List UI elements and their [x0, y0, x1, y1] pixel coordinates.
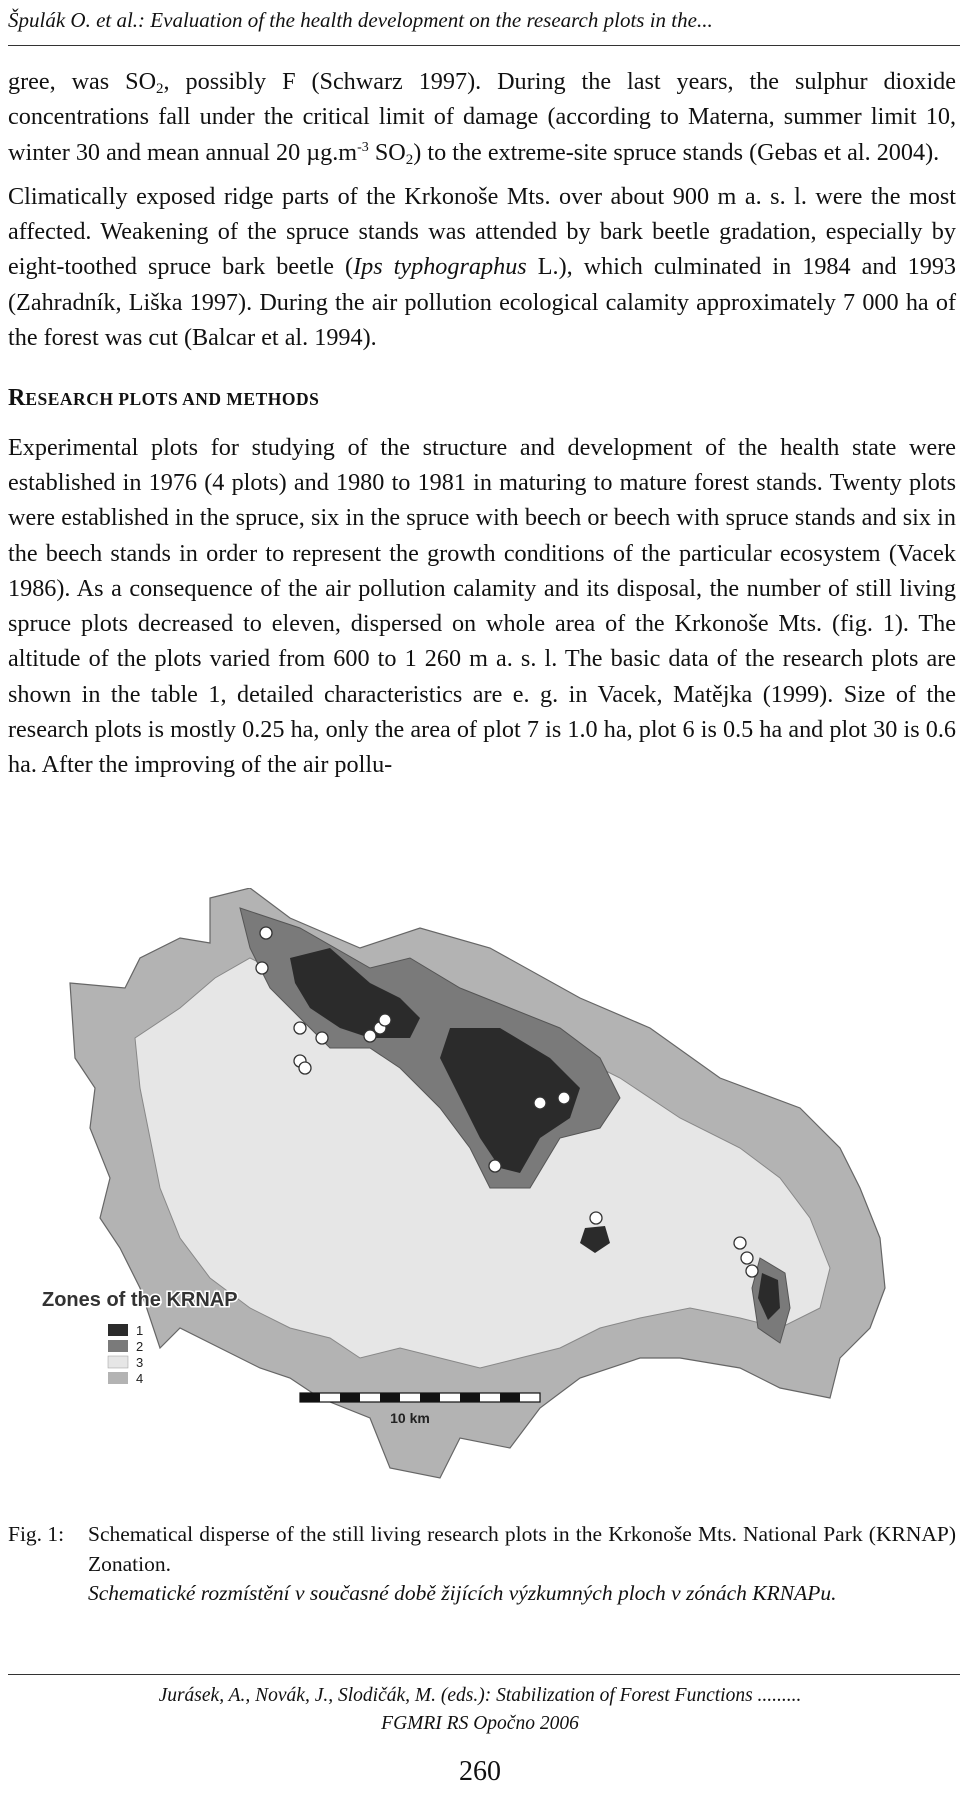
legend-swatch-1 [108, 1324, 128, 1336]
paragraph-2: Climatically exposed ridge parts of the Krkonoše Mts. over about 900 m a. s. l. were the most affected. Weakening of the spruce stands was attended by bark beetle gradation, especially by eight-toothed spruce bark beetle (Ips typhographus L.), which culminated in 1984 and 1993 (Zahradník, Liška 1997). During the air pollution ecological calamity approximately 7 000 ha of the forest was cut (Balcar et al. 1994). [8, 182, 957, 352]
plot-marker [379, 1014, 391, 1026]
plot-marker [364, 1030, 376, 1042]
legend-title: Zones of the KRNAP [42, 1289, 238, 1311]
section-heading: RESEARCH PLOTS AND METHODS [8, 385, 320, 412]
legend-label-1: 1 [136, 1323, 144, 1338]
paragraph-1: gree, was $SO_2$, possibly F (Schwarz 1997). During the last years, the sulphur dioxide concentrations fall under the critical limit of damage (according to Materna, summer limit 10, winter 30 and mean annual 20 $\mu g.m^{-3}$ $SO_2$) to the extreme-site spruce stands (Gebas et al. 2004). [8, 68, 956, 168]
plot-marker [746, 1265, 758, 1277]
figure-caption [8, 1520, 956, 1609]
footer-citation: Jurásek, A., Novák, J., Slodičák, M. (eds.): Stabilization of Forest Functions ......... [158, 1685, 802, 1706]
legend-label-4: 4 [136, 1371, 144, 1386]
running-header: Špulák O. et al.: Evaluation of the health development on the research plots in the... [8, 8, 713, 32]
plot-marker [256, 962, 268, 974]
footer-publisher: FGMRI RS Opočno 2006 [381, 1713, 579, 1734]
legend-swatch-3 [108, 1356, 128, 1368]
plot-marker [741, 1252, 753, 1264]
plot-marker [734, 1237, 746, 1249]
plot-marker [316, 1032, 328, 1044]
plot-marker [294, 1022, 306, 1034]
legend-label-3: 3 [136, 1355, 144, 1370]
legend [108, 1323, 143, 1386]
plot-marker [260, 927, 272, 939]
plot-marker [299, 1062, 311, 1074]
legend-swatch-2 [108, 1340, 128, 1352]
caption-czech: Schematické rozmístění v současné době žijících výzkumných ploch v zónách KRNAPu. [88, 1581, 837, 1605]
caption-english: Schematical disperse of the still living research plots in the Krkonoše Mts. National Park (KRNAP) Zonation. [88, 1522, 956, 1576]
plot-marker [558, 1092, 570, 1104]
header-rule [8, 45, 960, 46]
footer-rule [8, 1674, 960, 1675]
page-number: 260 [459, 1756, 501, 1787]
plot-marker [489, 1160, 501, 1172]
article-body [8, 64, 956, 783]
caption-number: Fig. 1: [8, 1522, 65, 1546]
legend-swatch-4 [108, 1372, 128, 1384]
krnap-zone-map [40, 888, 940, 1508]
paragraph-3: Experimental plots for studying of the structure and development of the health state were established in 1976 (4 plots) and 1980 to 1981 in maturing to mature forest stands. Twenty plots were established in the spruce, six in the spruce with beech or beech with spruce stands and six in the beech stands in order to represent the growth conditions of the particular ecosystem (Vacek 1986). As a consequence of the air pollution calamity and its disposal, the number of still living spruce plots decreased to eleven, dispersed on whole area of the Krkonoše Mts. (fig. 1). The altitude of the plots varied from 600 to 1 260 m a. s. l. The basic data of the research plots are shown in the table 1, detailed characteristics are e. g. in Vacek, Matějka (1999). Size of the research plots is mostly 0.25 ha, only the area of plot 7 is 1.0 ha, plot 6 is 0.5 ha and plot 30 is 0.6 ha. After the improving of the air pollu- [8, 433, 956, 779]
legend-label-2: 2 [136, 1339, 144, 1354]
plot-marker [590, 1212, 602, 1224]
scale-label: 10 km [390, 1410, 430, 1426]
plot-marker [534, 1097, 546, 1109]
